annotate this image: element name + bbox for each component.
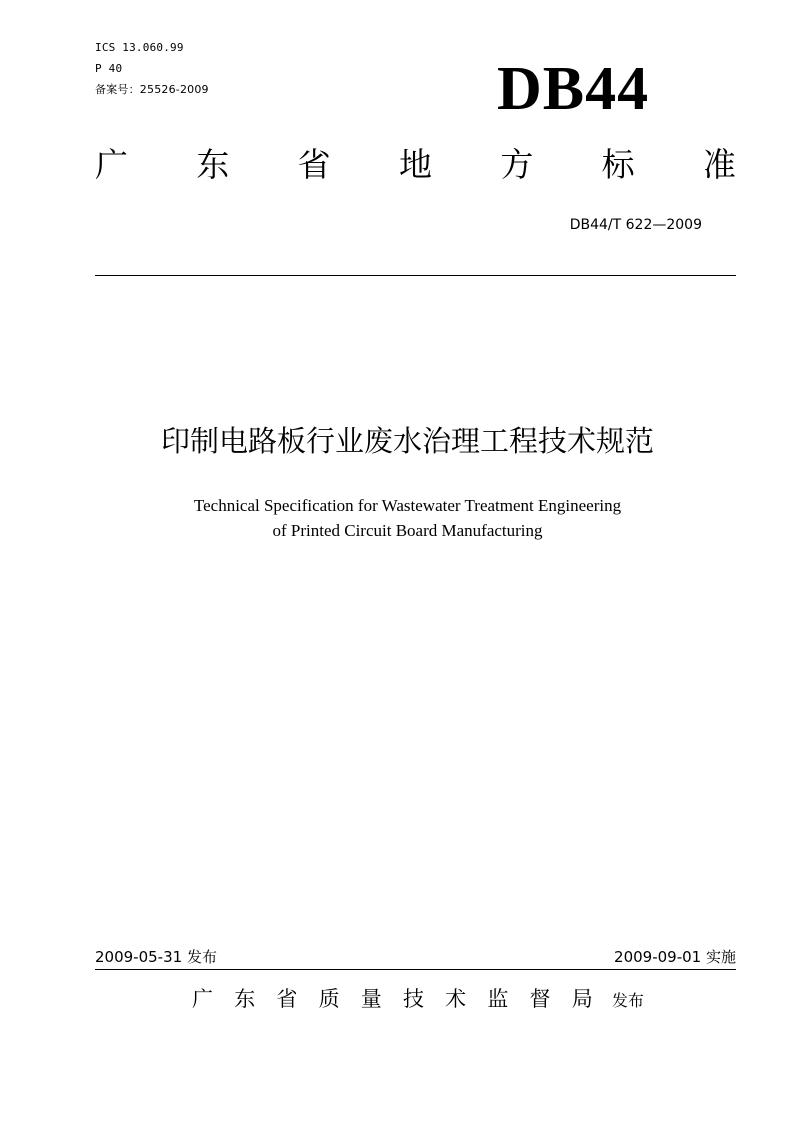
issuer-char: 广 <box>192 987 213 1011</box>
standard-type-char: 标 <box>601 145 635 184</box>
standard-type-char: 广 <box>95 145 128 184</box>
standard-number: DB44/T 622—2009 <box>569 217 702 233</box>
issuer-char: 技 <box>402 987 424 1011</box>
issuer-char: 省 <box>276 987 298 1011</box>
english-title-line: of Printed Circuit Board Manufacturing <box>272 521 543 540</box>
issuer-row <box>192 984 644 1016</box>
db44-logo: DB44 <box>497 55 650 123</box>
english-title-line: Technical Specification for Wastewater Treatment Engineering <box>193 496 622 515</box>
standard-type-char: 准 <box>702 145 736 184</box>
record-number: 备案号：25526-2009 <box>95 83 209 96</box>
standard-type-char: 省 <box>297 145 331 184</box>
issuer-name <box>192 984 614 1014</box>
issuer-char: 质 <box>318 987 340 1011</box>
standard-type-char: 方 <box>500 145 534 184</box>
issuer-char: 东 <box>234 987 256 1011</box>
bottom-divider <box>95 969 736 970</box>
issue-date: 2009-05-31 发布 <box>95 948 217 966</box>
issuer-char: 监 <box>487 987 509 1011</box>
ics-code: ICS 13.060.99 <box>95 41 184 54</box>
issuer-char: 量 <box>360 987 382 1011</box>
document-title-chinese: 印制电路板行业废水治理工程技术规范 <box>160 424 654 458</box>
issuer-char: 术 <box>445 987 467 1011</box>
issuer-char: 督 <box>529 987 551 1011</box>
standard-type-char: 地 <box>398 145 432 184</box>
standard-type-char: 东 <box>196 145 230 184</box>
issuer-suffix: 发布 <box>611 991 644 1010</box>
classification-code: P 40 <box>95 62 123 75</box>
effective-date: 2009-09-01 实施 <box>614 948 736 966</box>
issuer-char: 局 <box>571 987 593 1011</box>
standard-type-heading <box>95 145 736 185</box>
top-divider <box>95 275 736 276</box>
document-title-english <box>0 493 793 543</box>
